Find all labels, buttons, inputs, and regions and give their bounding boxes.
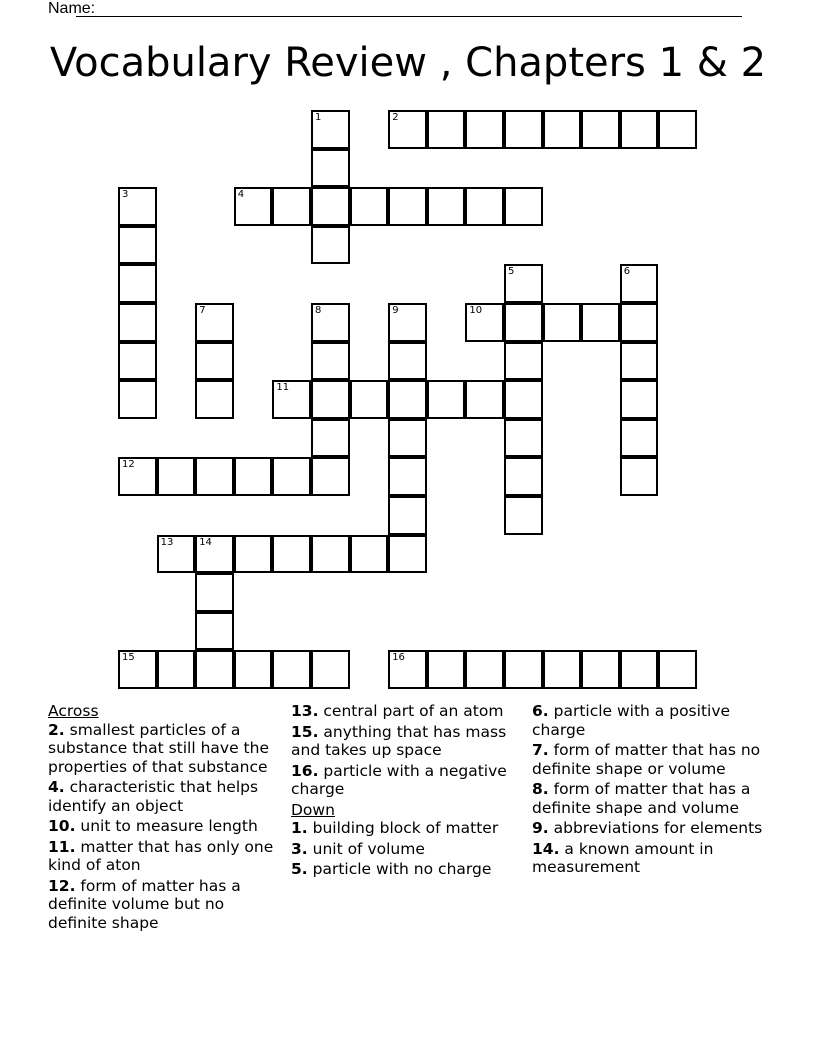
clue-number: 15. (291, 722, 319, 741)
grid-cell[interactable] (311, 187, 350, 226)
grid-cell[interactable] (581, 303, 620, 342)
clue-text: a known amount in measurement (532, 839, 714, 876)
grid-cell[interactable] (543, 110, 582, 149)
grid-cell[interactable] (234, 535, 273, 574)
clue-number: 6. (532, 702, 549, 720)
grid-cell[interactable] (311, 535, 350, 574)
clue-number: 8 (315, 305, 322, 316)
grid-cell[interactable] (157, 457, 196, 496)
grid-cell[interactable] (620, 110, 659, 149)
grid-cell[interactable] (118, 650, 157, 689)
clue-number: 16. (291, 761, 319, 780)
grid-cell[interactable] (350, 535, 389, 574)
clue-text: matter that has only one kind of aton (48, 837, 274, 874)
clue-number: 12. (48, 876, 76, 895)
grid-cell[interactable] (581, 110, 620, 149)
clues-column-3 (532, 702, 768, 879)
grid-cell[interactable] (658, 650, 697, 689)
clue-number: 5 (508, 266, 515, 278)
grid-cell[interactable] (195, 380, 234, 419)
clue-text: unit to measure length (75, 817, 258, 835)
grid-cell[interactable] (543, 303, 582, 342)
clue-text: form of matter has a definite volume but no definite shape (48, 876, 241, 932)
grid-cell[interactable] (504, 110, 543, 149)
grid-cell[interactable] (504, 650, 543, 689)
name-input-line[interactable] (76, 16, 742, 17)
grid-cell[interactable] (195, 573, 234, 612)
clue-number: 10 (469, 305, 483, 316)
grid-cell[interactable] (388, 650, 427, 689)
grid-cell[interactable] (118, 380, 157, 419)
clue-number: 1. (291, 819, 308, 837)
grid-cell[interactable] (118, 264, 157, 303)
clue-number: 9. (532, 819, 549, 837)
clue-number: 13 (160, 536, 174, 548)
grid-cell[interactable] (504, 496, 543, 535)
across-clue (48, 877, 284, 933)
clue-number: 2 (392, 112, 399, 123)
grid-cell[interactable] (195, 650, 234, 689)
clue-number: 3. (291, 839, 308, 858)
page-title: Vocabulary Review , Chapters 1 & 2 (49, 40, 767, 86)
grid-cell[interactable] (272, 380, 311, 419)
clue-number: 10. (48, 817, 76, 835)
grid-cell[interactable] (234, 187, 273, 226)
grid-cell[interactable] (504, 342, 543, 381)
grid-cell[interactable] (311, 419, 350, 458)
across-clue (291, 723, 527, 760)
grid-cell[interactable] (195, 457, 234, 496)
name-label: Name: (48, 0, 96, 17)
down-clue (532, 840, 768, 877)
clue-text: building block of matter (307, 819, 499, 837)
clue-text: characteristic that helps identify an object (48, 778, 259, 815)
clue-text: particle with a positive charge (532, 702, 731, 739)
down-clue (532, 741, 768, 778)
grid-cell[interactable] (388, 457, 427, 496)
down-header: Down (291, 800, 335, 819)
grid-cell[interactable] (272, 535, 311, 574)
clue-number: 15 (122, 652, 135, 664)
grid-cell[interactable] (388, 380, 427, 419)
grid-cell[interactable] (543, 650, 582, 689)
grid-cell[interactable] (311, 342, 350, 381)
grid-cell[interactable] (350, 187, 389, 226)
grid-cell[interactable] (620, 457, 659, 496)
grid-cell[interactable] (311, 149, 350, 188)
grid-cell[interactable] (504, 264, 543, 303)
clue-text: abbreviations for elements (548, 819, 763, 837)
grid-cell[interactable] (427, 187, 466, 226)
down-clue (532, 702, 768, 739)
clue-number: 13. (291, 702, 319, 720)
clue-number: 6 (623, 266, 631, 278)
grid-cell[interactable] (504, 457, 543, 496)
grid-cell[interactable] (388, 110, 427, 149)
grid-cell[interactable] (388, 496, 427, 535)
grid-cell[interactable] (272, 457, 311, 496)
clue-text: particle with a negative charge (291, 761, 507, 798)
down-clue (532, 780, 768, 817)
clue-text: particle with no charge (307, 860, 492, 878)
grid-cell[interactable] (620, 264, 659, 303)
grid-cell[interactable] (465, 110, 504, 149)
grid-cell[interactable] (311, 303, 350, 342)
down-clue (291, 860, 527, 879)
clue-number: 8. (532, 780, 549, 798)
grid-cell[interactable] (195, 303, 234, 342)
grid-cell[interactable] (311, 226, 350, 265)
grid-cell[interactable] (620, 342, 659, 381)
grid-cell[interactable] (118, 342, 157, 381)
down-clue (291, 819, 527, 838)
grid-cell[interactable] (311, 380, 350, 419)
grid-cell[interactable] (157, 535, 196, 574)
grid-cell[interactable] (272, 650, 311, 689)
across-clue (48, 817, 284, 836)
grid-cell[interactable] (504, 380, 543, 419)
grid-cell[interactable] (620, 650, 659, 689)
grid-cell[interactable] (118, 303, 157, 342)
across-clue (48, 721, 284, 777)
grid-cell[interactable] (118, 187, 157, 226)
clue-text: form of matter that has a definite shape and volume (532, 780, 751, 817)
clue-text: central part of an atom (318, 702, 504, 720)
across-header: Across (48, 702, 99, 720)
clue-text: form of matter that has no definite shape or volume (532, 741, 761, 778)
clue-number: 11. (48, 837, 76, 856)
clue-text: unit of volume (307, 839, 425, 858)
clues-column-2 (291, 702, 527, 881)
clue-text: smallest particles of a substance that still have the properties of that substance (48, 720, 269, 776)
clue-number: 16 (392, 652, 405, 664)
grid-cell[interactable] (620, 419, 659, 458)
grid-cell[interactable] (311, 457, 350, 496)
across-clue (291, 762, 527, 799)
grid-cell[interactable] (427, 110, 466, 149)
clue-text: anything that has mass and takes up space (291, 722, 507, 759)
down-clue (291, 840, 527, 859)
across-clue (48, 838, 284, 875)
grid-cell[interactable] (620, 303, 659, 342)
grid-cell[interactable] (388, 535, 427, 574)
grid-cell[interactable] (388, 342, 427, 381)
grid-cell[interactable] (311, 110, 350, 149)
clues-column-1 (48, 702, 284, 934)
grid-cell[interactable] (195, 612, 234, 651)
grid-cell[interactable] (311, 650, 350, 689)
clue-number: 4 (237, 189, 245, 201)
grid-cell[interactable] (504, 187, 543, 226)
grid-cell[interactable] (118, 457, 157, 496)
across-clue (291, 702, 527, 721)
clue-number: 5. (291, 860, 308, 878)
grid-cell[interactable] (388, 419, 427, 458)
grid-cell[interactable] (465, 303, 504, 342)
grid-cell[interactable] (465, 187, 504, 226)
grid-cell[interactable] (620, 380, 659, 419)
across-clue (48, 778, 284, 815)
clue-number: 4. (48, 778, 65, 796)
clue-number: 7. (532, 741, 549, 759)
grid-cell[interactable] (581, 650, 620, 689)
grid-cell[interactable] (388, 303, 427, 342)
clue-number: 11 (276, 382, 290, 394)
clue-number: 2. (48, 720, 65, 739)
clue-number: 9 (392, 305, 399, 316)
grid-cell[interactable] (388, 187, 427, 226)
grid-cell[interactable] (157, 650, 196, 689)
grid-cell[interactable] (504, 419, 543, 458)
grid-cell[interactable] (350, 380, 389, 419)
clue-number: 1 (315, 112, 322, 123)
grid-cell[interactable] (658, 110, 697, 149)
grid-cell[interactable] (234, 650, 273, 689)
clue-number: 14. (532, 839, 560, 858)
clue-number: 7 (199, 305, 206, 316)
grid-cell[interactable] (118, 226, 157, 265)
grid-cell[interactable] (427, 650, 466, 689)
down-clue (532, 819, 768, 838)
clue-number: 14 (199, 536, 212, 548)
grid-cell[interactable] (427, 380, 466, 419)
grid-cell[interactable] (465, 650, 504, 689)
grid-cell[interactable] (195, 342, 234, 381)
grid-cell[interactable] (504, 303, 543, 342)
grid-cell[interactable] (272, 187, 311, 226)
clue-number: 3 (122, 189, 129, 201)
clue-number: 12 (122, 459, 135, 471)
grid-cell[interactable] (234, 457, 273, 496)
grid-cell[interactable] (195, 535, 234, 574)
grid-cell[interactable] (465, 380, 504, 419)
